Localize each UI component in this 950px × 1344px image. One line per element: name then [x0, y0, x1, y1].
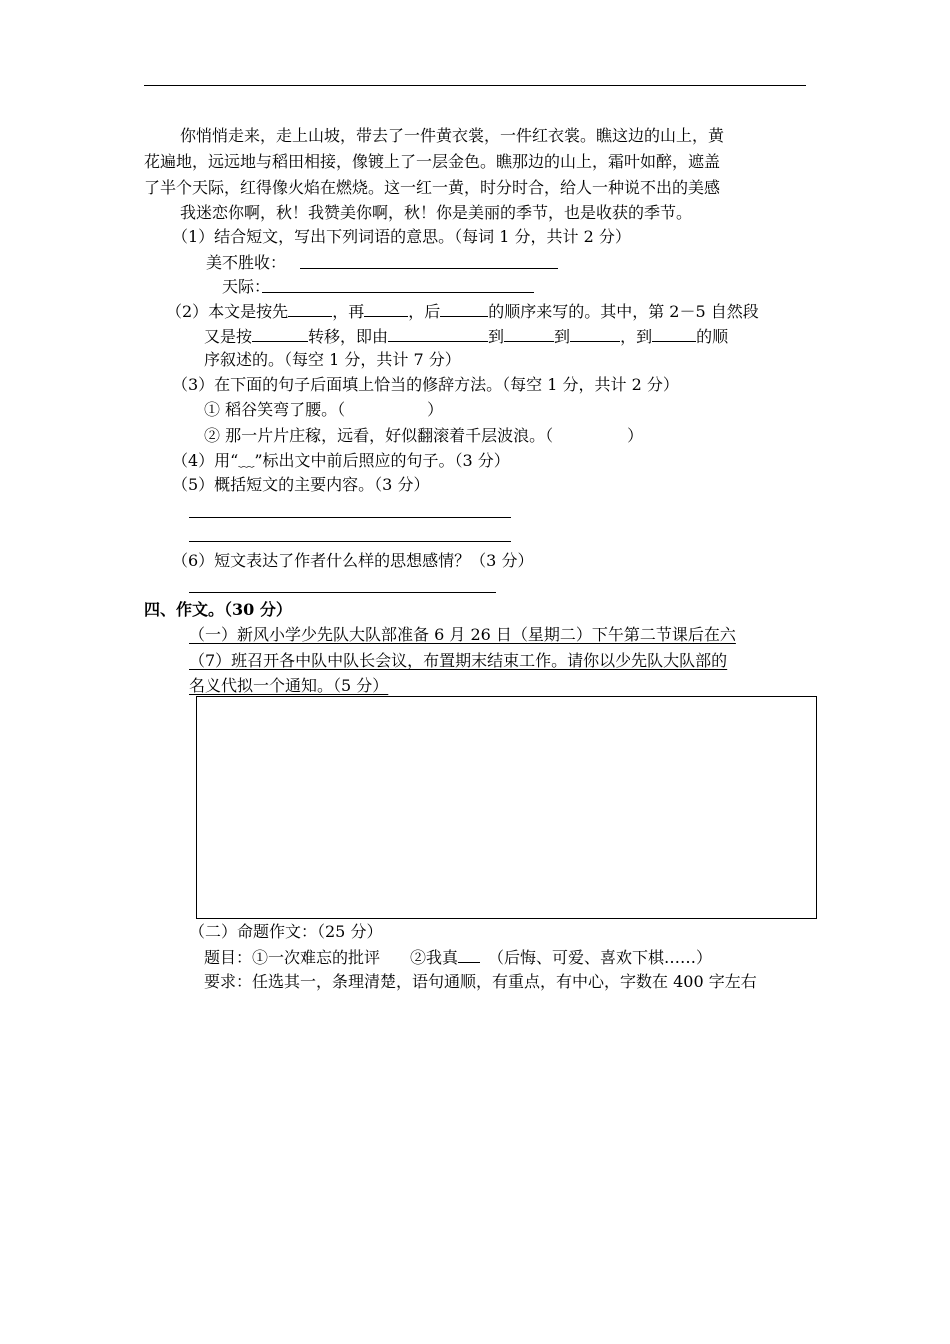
- question-1-title: （1）结合短文，写出下列词语的意思。（每词 1 分，共计 2 分）: [172, 227, 631, 246]
- answer-blank[interactable]: [288, 298, 332, 317]
- task-text: （一）新风小学少先队大队部准备 6 月 26 日（星期二）下午第二节课后在六: [189, 625, 736, 644]
- question-2-line: （2）本文是按先 ，再 ，后 的顺序来写的。其中，第 2－5 自然段: [166, 298, 759, 322]
- answer-blank[interactable]: [504, 323, 554, 342]
- answer-blank[interactable]: [364, 298, 408, 317]
- answer-blank[interactable]: [262, 292, 534, 293]
- question-2-line: 又是按 转移，即由 到 到 ，到 的顺: [204, 323, 728, 347]
- question-6: （6）短文表达了作者什么样的思想感情？（3 分）: [172, 551, 534, 570]
- task-text: 名义代拟一个通知。（5 分）: [189, 676, 389, 695]
- answer-line[interactable]: [189, 517, 511, 518]
- answer-line[interactable]: [189, 541, 511, 542]
- composition-requirement: 要求：任选其一，条理清楚，语句通顺，有重点，有中心，字数在 400 字左右: [204, 972, 757, 991]
- writing-box[interactable]: [196, 696, 817, 919]
- sentence-item: ① 稻谷笑弯了腰。（ ）: [204, 400, 444, 419]
- task-text: （7）班召开各中队中队长会议，布置期末结束工作。请你以少先队大队部的: [189, 651, 728, 670]
- answer-blank[interactable]: [300, 268, 558, 269]
- answer-blank[interactable]: [652, 323, 696, 342]
- answer-blank[interactable]: [440, 298, 488, 317]
- answer-blank[interactable]: [252, 323, 308, 342]
- answer-blank[interactable]: [388, 323, 488, 342]
- word-label: 天际：: [222, 277, 271, 296]
- composition-title: （二）命题作文：（25 分）: [189, 922, 383, 941]
- sentence-item: ② 那一片片庄稼，远看，好似翻滚着千层波浪。（ ）: [204, 426, 644, 445]
- word-label: 美不胜收：: [206, 253, 287, 272]
- question-4: （4）用“﹏”标出文中前后照应的句子。（3 分）: [172, 451, 510, 470]
- header-rule: [144, 85, 806, 86]
- answer-blank[interactable]: [570, 323, 620, 342]
- passage-line: 我迷恋你啊，秋！我赞美你啊，秋！你是美丽的季节，也是收获的季节。: [180, 203, 693, 222]
- passage-line: 了半个天际，红得像火焰在燃烧。这一红一黄，时分时合，给人一种说不出的美感: [144, 178, 721, 197]
- passage-line: 花遍地，远远地与稻田相接，像镀上了一层金色。瞧那边的山上，霜叶如醉，遮盖: [144, 152, 721, 171]
- composition-topics: 题目：①一次难忘的批评 ②我真 （后悔、可爱、喜欢下棋……）: [204, 944, 712, 968]
- question-3-title: （3）在下面的句子后面填上恰当的修辞方法。（每空 1 分，共计 2 分）: [172, 375, 679, 394]
- answer-line[interactable]: [189, 592, 496, 593]
- question-2-line: 序叙述的。（每空 1 分，共计 7 分）: [204, 350, 461, 369]
- question-5: （5）概括短文的主要内容。（3 分）: [172, 475, 430, 494]
- answer-blank[interactable]: [458, 944, 480, 963]
- passage-line: 你悄悄走来，走上山坡，带去了一件黄衣裳，一件红衣裳。瞧这边的山上，黄: [180, 126, 725, 145]
- section-title: 四、作文。（30 分）: [144, 600, 292, 619]
